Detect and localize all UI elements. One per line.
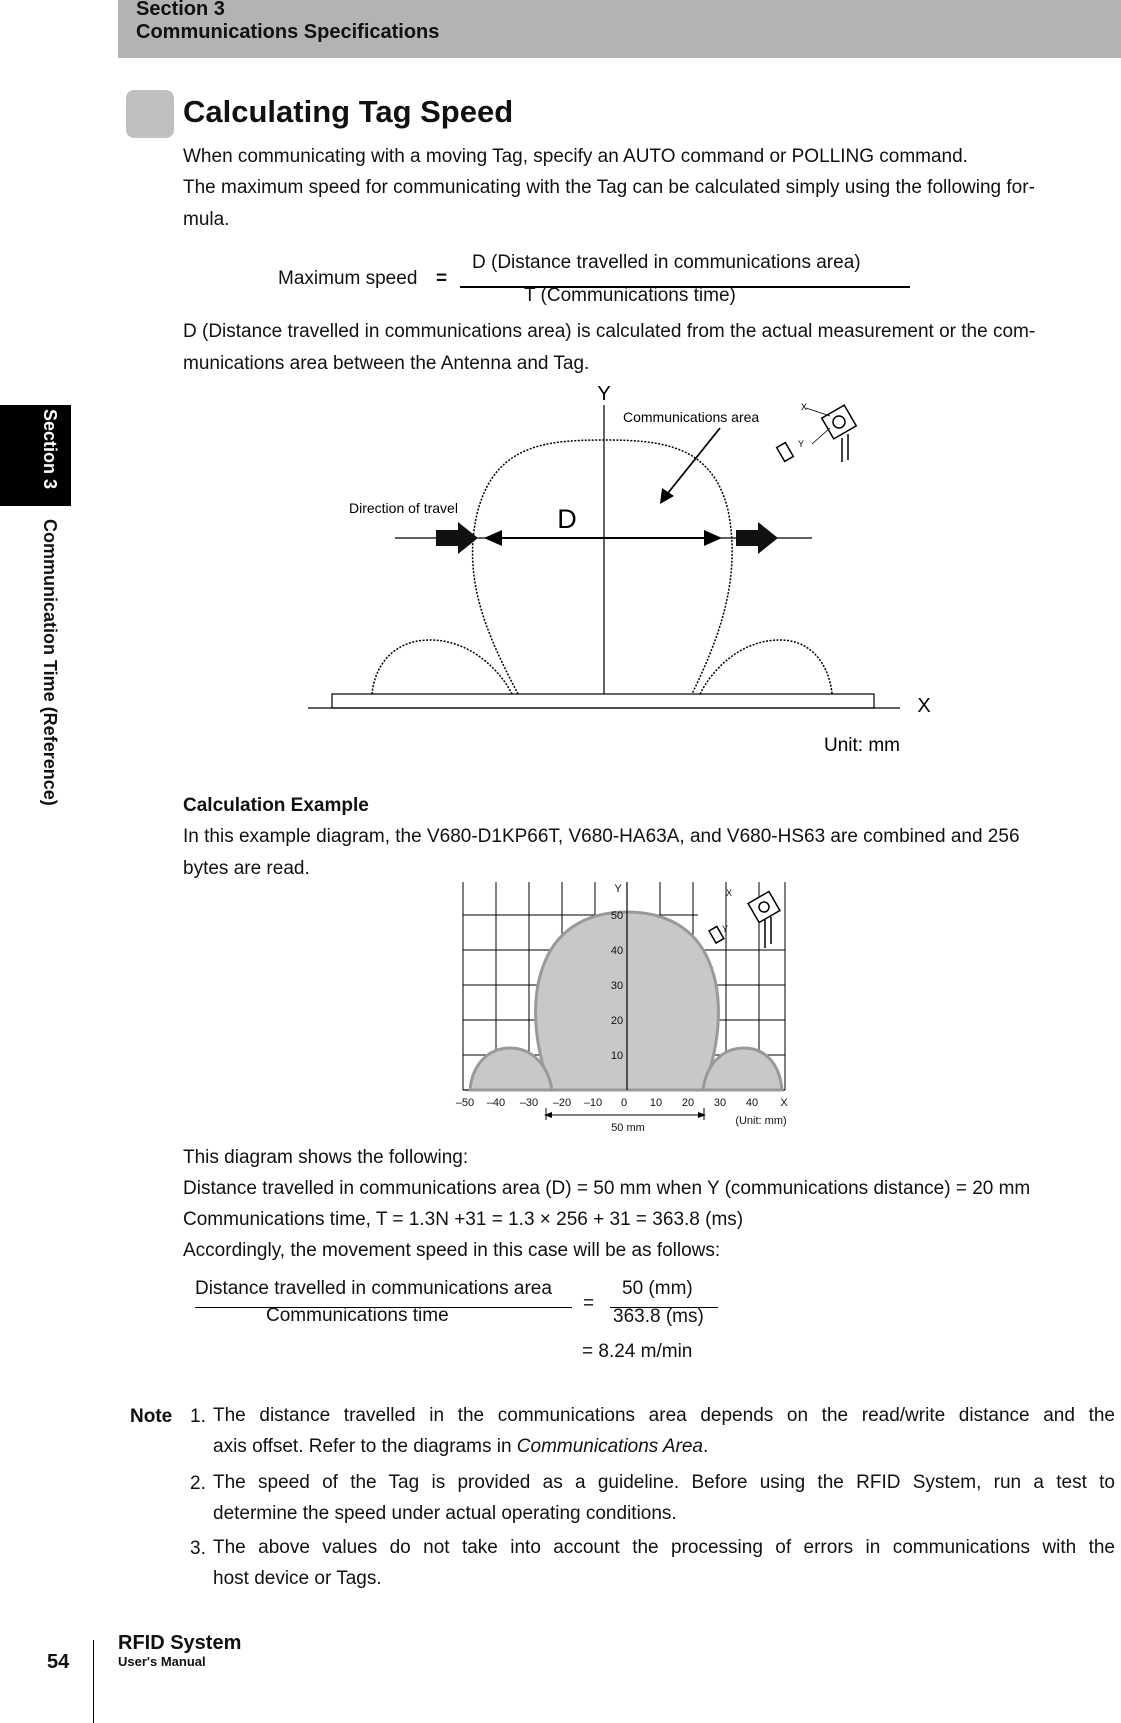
header-section: Section 3 xyxy=(136,0,225,20)
formula2-denominator: Communications time xyxy=(266,1305,449,1326)
fig2-inset-x: X xyxy=(726,888,733,898)
intro-line-1: When communicating with a moving Tag, specify an AUTO command or POLLING command. xyxy=(183,146,968,167)
main-lobe xyxy=(473,440,733,694)
note-3-line-1: The above values do not take into account the processing of errors in communications with the xyxy=(213,1537,1115,1558)
note-1-line-1: The distance travelled in the communications area depends on the read/write distance and the xyxy=(213,1405,1115,1426)
formula-equals: = xyxy=(436,268,448,289)
footer-divider xyxy=(93,1640,94,1723)
side-section-label: Section 3 xyxy=(40,409,60,490)
direction-label: Direction of travel xyxy=(349,500,458,516)
fig2-y-tick: 20 xyxy=(610,1015,624,1027)
fig1-unit: Unit: mm xyxy=(824,735,900,756)
side-section-tab xyxy=(0,405,71,506)
note-2-line-2: determine the speed under actual operating conditions. xyxy=(213,1503,677,1524)
formula-numerator: D (Distance travelled in communications area) xyxy=(472,252,861,273)
example-antenna-icon xyxy=(709,891,780,948)
comm-area-pointer xyxy=(664,428,720,498)
calc-example-line-2: bytes are read. xyxy=(183,858,310,879)
note-2-line-1: The speed of the Tag is provided as a guideline. Before using the RFID System, run a test to xyxy=(213,1472,1115,1493)
d-label: D xyxy=(557,504,577,534)
calc-example-heading: Calculation Example xyxy=(183,795,369,816)
fig2-inset-y: Y xyxy=(722,924,729,934)
d-explain-line-1: D (Distance travelled in communications area) is calculated from the actual measurement or the com- xyxy=(183,321,1036,342)
formula-label: Maximum speed xyxy=(278,268,418,289)
fig2-unit: (Unit: mm) xyxy=(735,1115,787,1127)
d-explain-line-2: munications area between the Antenna and Tag. xyxy=(183,353,590,374)
fig2-span-label: 50 mm xyxy=(611,1122,645,1134)
fig2-y-tick: 50 xyxy=(610,910,624,922)
fig2-x-tick: 40 xyxy=(745,1097,759,1109)
section-header xyxy=(118,0,1121,58)
heading-marker xyxy=(126,90,174,138)
example-diagram xyxy=(450,878,800,1138)
span-arrowhead-right-icon xyxy=(698,1112,706,1118)
formula2-num-value: 50 (mm) xyxy=(622,1278,693,1299)
fig2-x-tick: –30 xyxy=(519,1097,539,1109)
intro-line-3: mula. xyxy=(183,209,230,230)
formula2-equals: = xyxy=(583,1293,595,1314)
fig2-x-tick: –20 xyxy=(552,1097,572,1109)
note-label: Note xyxy=(130,1406,173,1427)
footer-manual: User's Manual xyxy=(118,1654,206,1669)
span-arrowhead-left-icon xyxy=(544,1112,552,1118)
results-line-4: Accordingly, the movement speed in this case will be as follows: xyxy=(183,1240,721,1261)
note-1-line-2: axis offset. Refer to the diagrams in Communications Area. xyxy=(213,1436,709,1457)
d-arrowhead-left-icon xyxy=(484,530,502,546)
communications-area-reference: Communications Area xyxy=(516,1436,704,1457)
results-line-1: This diagram shows the following: xyxy=(183,1147,469,1168)
communications-area-diagram xyxy=(300,375,960,770)
results-line-2: Distance travelled in communications area (D) = 50 mm when Y (communications distance) = 20 mm xyxy=(183,1178,1031,1199)
fig1-y-label: Y xyxy=(597,383,611,405)
note-2-number: 2. xyxy=(190,1473,206,1494)
footer-product: RFID System xyxy=(118,1632,242,1654)
fig1-inset-x: X xyxy=(801,402,808,412)
antenna-base xyxy=(332,694,874,708)
page-number: 54 xyxy=(47,1651,70,1673)
direction-arrow-right-icon xyxy=(736,522,778,554)
fig2-x-tick: 20 xyxy=(681,1097,695,1109)
calc-example-line-1: In this example diagram, the V680-D1KP66T, V680-HA63A, and V680-HS63 are combined and 256 xyxy=(183,826,1020,847)
direction-arrow-left-icon xyxy=(436,522,478,554)
fig2-x-tick: 30 xyxy=(713,1097,727,1109)
side-chapter-title: Communication Time (Reference) xyxy=(40,519,60,806)
note-3-number: 3. xyxy=(190,1538,206,1559)
page-title: Calculating Tag Speed xyxy=(183,94,514,129)
left-side-lobe xyxy=(372,640,512,694)
header-title: Communications Specifications xyxy=(136,21,440,43)
fig2-x-tick: –10 xyxy=(583,1097,603,1109)
note-1-number: 1. xyxy=(190,1406,206,1427)
fig2-x-tick: 10 xyxy=(649,1097,663,1109)
antenna-tag-icon xyxy=(777,405,857,462)
fig2-y-tick: 40 xyxy=(610,945,624,957)
fig1-inset-y: Y xyxy=(798,439,805,449)
fig2-x-tick: 0 xyxy=(620,1097,628,1109)
comm-area-arrowhead-icon xyxy=(660,488,674,504)
fig2-x-tick: –40 xyxy=(486,1097,506,1109)
right-side-lobe xyxy=(700,640,832,694)
intro-line-2: The maximum speed for communicating with the Tag can be calculated simply using the following for- xyxy=(183,177,1035,198)
formula-denominator: T (Communications time) xyxy=(524,285,736,306)
fig2-x-tick: –50 xyxy=(455,1097,475,1109)
fig1-x-label: X xyxy=(917,695,931,717)
note-3-line-2: host device or Tags. xyxy=(213,1568,382,1589)
fig2-y-tick: 10 xyxy=(610,1050,624,1062)
comm-area-label: Communications area xyxy=(623,409,760,425)
formula2-numerator: Distance travelled in communications area xyxy=(195,1278,552,1299)
formula2-result: = 8.24 m/min xyxy=(582,1341,693,1362)
formula2-den-value: 363.8 (ms) xyxy=(613,1306,704,1327)
d-arrowhead-right-icon xyxy=(704,530,722,546)
fig2-x-label: X xyxy=(780,1097,788,1109)
results-line-3: Communications time, T = 1.3N +31 = 1.3 × 256 + 31 = 363.8 (ms) xyxy=(183,1209,744,1230)
fig2-y-tick: 30 xyxy=(610,980,624,992)
fig2-y-label: Y xyxy=(614,883,622,895)
